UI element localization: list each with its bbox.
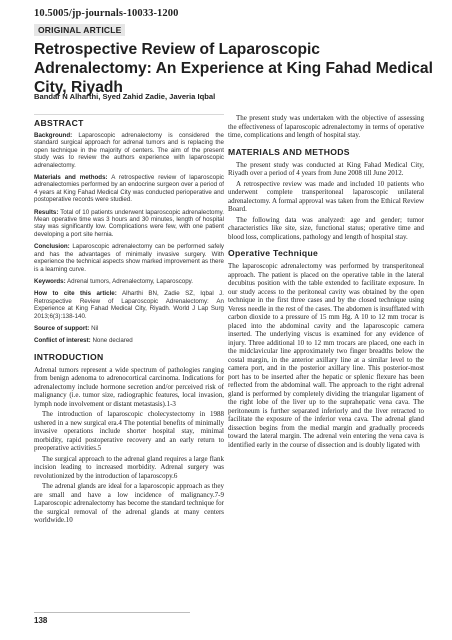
abstract-background: Background: Laparoscopic adrenalectomy is considered the standard surgical approach for adrenal tumors and is replacing the open technique in the majority of centers. The aim of the present study was to review the authors experience with laparoscopic adrenalectomy. <box>34 132 224 169</box>
introduction-heading: INTRODUCTION <box>34 351 104 362</box>
conflict-of-interest: Conflict of interest: None declared <box>34 337 133 345</box>
left-column <box>34 114 224 527</box>
methods-paragraph: The following data was analyzed: age and gender; tumor characteristics like site, size, functional status; operative time and blood loss, complications, pathology and length of hospital stay. <box>228 215 424 241</box>
abstract-methods: Materials and methods: A retrospective review of laparoscopic adrenalectomies performed by an endocrine surgeon over a period of 4 years at King Fahad Medical City was conducted perioperative and postoperative records were studied. <box>34 174 224 204</box>
intro-paragraph: Adrenal tumors represent a wide spectrum of pathologies ranging from benign adenoma to adrenocortical carcinoma. Indications for adrenalectomy include hormone secretion and/or perceived risk of malignancy (i.e. tumor size, radiographic features, local invasion, lymph node involvement or distant metastasis).1-3 <box>34 365 224 408</box>
intro-paragraph: The introduction of laparoscopic cholecystectomy in 1988 ushered in a new surgical era.4 The potential benefits of minimally invasive operations include shorter hospital stay, minimal morbidity, rapid postoperative recovery and an early return to preoperative activities.5 <box>34 410 224 453</box>
methods-heading: MATERIALS AND METHODS <box>228 146 350 157</box>
intro-paragraph: The present study was undertaken with the objective of assessing the effectiveness of laparoscopic adrenalectomy in terms of operative time, complications and length of hospital stay. <box>228 114 424 139</box>
abstract-keywords: Keywords: Adrenal tumors, Adrenalectomy, Laparoscopy. <box>34 277 194 285</box>
abstract-heading: ABSTRACT <box>34 118 84 128</box>
citation: How to cite this article: Alharthi BN, Zadie SZ, Iqbal J. Retrospective Review of Laparoscopic Adrenalectomy: An Experience at King Fahad Medical City, Riyadh. World J Lap Surg 2013;6(3):138-140. <box>34 290 224 320</box>
source-of-support: Source of support: Nil <box>34 324 99 332</box>
methods-paragraph: The present study was conducted at King Fahad Medical City, Riyadh over a period of 4 years from June 2008 till June 2012. <box>228 160 424 177</box>
abstract-conclusion: Conclusion: Laparoscopic adrenalectomy can be performed safely and has the advantages of minimally invasive surgery. With experience the technical aspects show marked improvement as there is a learning curve. <box>34 243 224 273</box>
doi: 10.5005/jp-journals-10033-1200 <box>34 8 179 19</box>
intro-paragraph: The adrenal glands are ideal for a laparoscopic approach as they are small and have a low incidence of malignancy.7-9 Laparoscopic adrenalectomy has become the standard technique for the surgical removal of the adrenal glands at many centers worldwide.10 <box>34 482 224 525</box>
abstract <box>34 114 224 345</box>
abstract-results: Results: Total of 10 patients underwent laparoscopic adrenalectomy. Mean operative time was 3 hours and 30 minutes, length of hospital stay was significantly low. Complications were few, with one patient developing a port site hernia. <box>34 208 224 238</box>
footer-rule <box>34 612 190 613</box>
page-number: 138 <box>34 616 48 625</box>
right-column <box>228 114 424 451</box>
author-list: Bandar N Alharthi, Syed Zahid Zadie, Javeria Iqbal <box>34 92 216 101</box>
intro-paragraph: The surgical approach to the adrenal gland requires a large flank incision leading to increased morbidity. Adrenal surgery was revolutionized by the introduction of laparoscopy.6 <box>34 454 224 480</box>
introduction-section <box>34 352 224 525</box>
article-title: Retrospective Review of Laparoscopic Adrenalectomy: An Experience at King Fahad Medical City, Riyadh <box>34 41 433 96</box>
article-type-badge: ORIGINAL ARTICLE <box>34 24 125 36</box>
operative-technique-heading: Operative Technique <box>228 248 319 258</box>
operative-technique-paragraph: The laparoscopic adrenalectomy was performed by transperitoneal approach. The patient is placed on the operative table in the lateral decubitus position with the table extended to facilitate exposure. In our study access to the peritoneal cavity was obtained by the open technique in the first three cases and by the closed technique using Veress needle in the rest of the cases. The abdomen is insufflated with carbon dioxide to a pressure of 15 mm Hg. A 10 to 12 mm trocar is placed into the abdominal cavity and the laparoscopic camera inserted. The underlying viscus is examined for any evidence of injury. Three additional 10 to 12 mm trocars are placed, one each in the midclavicular line approximately two finger breadths below the costal margin, in the anterior axillary line at a similar level to the camera port, and in the posterior axillary line. This posterior-most port has to be inserted after the hepatic or splenic flexure has been reflected from the abdominal wall. The approach to the right adrenal gland is performed by completely dividing the triangular ligament of the right lobe of the liver up to the suprahepatic vena cava. The peritoneum is further separated inferiorly and the liver retracted to facilitate the exposure of the inferior vena cava. The adrenal gland dissection begins from the medial margin and gradually proceeds toward the lateral margin. The adrenal vein entering the vena cava is identified early in the course of dissection and is doubly ligated with <box>228 262 424 449</box>
methods-paragraph: A retrospective review was made and included 10 patients who underwent complete transperitoneal laparoscopic unilateral adrenalectomy. A formal approval was taken from the Ethical Review Board. <box>228 179 424 213</box>
